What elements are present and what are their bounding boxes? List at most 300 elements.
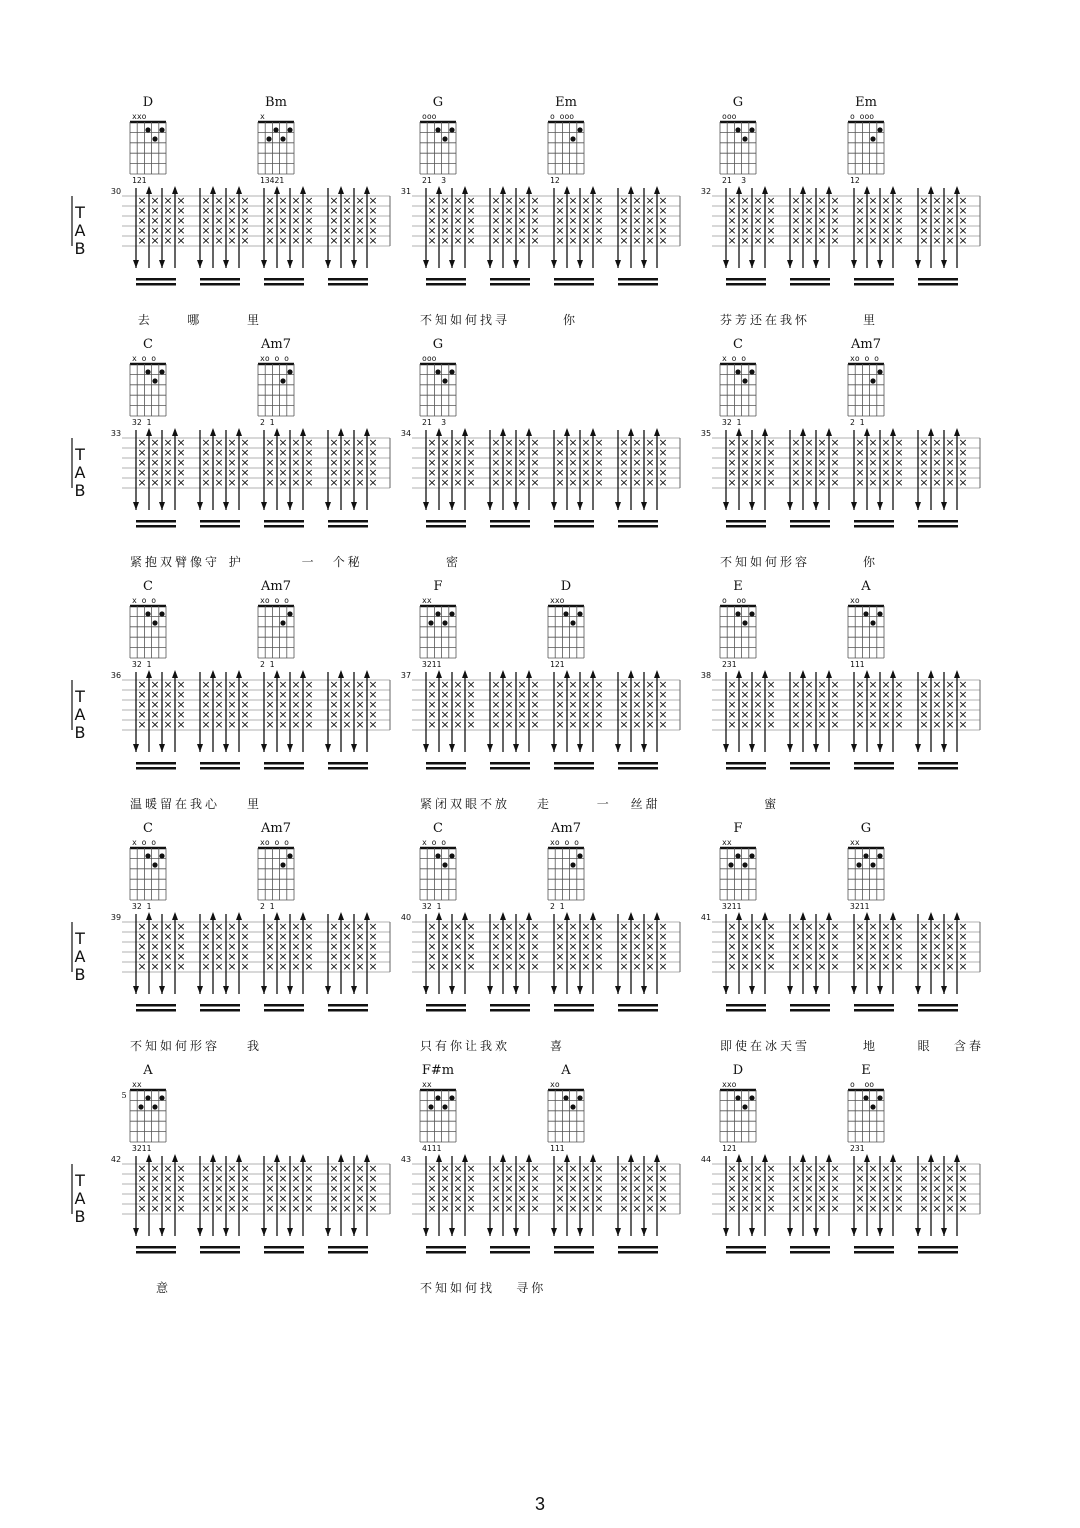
beam — [264, 1251, 304, 1254]
muted-strum-x: × — [227, 920, 237, 933]
muted-strum-x: × — [568, 224, 578, 237]
chord-name: Am7 — [261, 579, 291, 594]
muted-strum-x: × — [355, 1162, 365, 1175]
muted-strum-x: × — [632, 718, 642, 731]
muted-strum-x: × — [355, 204, 365, 217]
muted-strum-x: × — [919, 960, 929, 973]
muted-strum-x: × — [265, 446, 275, 459]
muted-strum-x: × — [278, 940, 288, 953]
muted-strum-x: × — [817, 960, 827, 973]
muted-strum-x: × — [830, 1202, 840, 1215]
muted-strum-x: × — [791, 698, 801, 711]
strum-down-arrow — [941, 502, 947, 510]
muted-strum-x: × — [291, 1202, 301, 1215]
chord-finger-dot — [280, 862, 285, 867]
muted-strum-x: × — [278, 1192, 288, 1205]
muted-strum-x: × — [355, 1172, 365, 1185]
beam — [426, 1246, 466, 1249]
strum-down-arrow — [851, 502, 857, 510]
muted-strum-x: × — [619, 698, 629, 711]
muted-strum-x: × — [150, 1172, 160, 1185]
chord-finger-dot — [877, 369, 882, 374]
muted-strum-x: × — [342, 1162, 352, 1175]
chord-open-mute-marks: xx — [850, 838, 860, 847]
muted-strum-x: × — [466, 456, 476, 469]
muted-strum-x: × — [727, 204, 737, 217]
beam — [854, 767, 894, 770]
muted-strum-x: × — [766, 194, 776, 207]
muted-strum-x: × — [427, 1202, 437, 1215]
muted-strum-x: × — [881, 1202, 891, 1215]
muted-strum-x: × — [137, 1172, 147, 1185]
muted-strum-x: × — [265, 1202, 275, 1215]
beam — [854, 283, 894, 286]
muted-strum-x: × — [368, 194, 378, 207]
muted-strum-x: × — [355, 1192, 365, 1205]
muted-strum-x: × — [804, 436, 814, 449]
muted-strum-x: × — [427, 940, 437, 953]
muted-strum-x: × — [868, 940, 878, 953]
muted-strum-x: × — [504, 446, 514, 459]
muted-strum-x: × — [291, 688, 301, 701]
strum-up-arrow — [826, 186, 832, 194]
strum-up-arrow — [236, 670, 242, 678]
muted-strum-x: × — [932, 1172, 942, 1185]
muted-strum-x: × — [594, 940, 604, 953]
muted-strum-x: × — [894, 224, 904, 237]
muted-strum-x: × — [830, 234, 840, 247]
muted-strum-x: × — [753, 708, 763, 721]
beam — [554, 1246, 594, 1249]
beam — [618, 520, 658, 523]
strum-up-arrow — [864, 186, 870, 194]
strum-down-arrow — [787, 1228, 793, 1236]
strum-down-arrow — [423, 986, 429, 994]
muted-strum-x: × — [881, 698, 891, 711]
strum-up-arrow — [338, 912, 344, 920]
measure-number: 37 — [400, 671, 412, 680]
muted-strum-x: × — [150, 1182, 160, 1195]
strum-up-arrow — [826, 912, 832, 920]
muted-strum-x: × — [504, 678, 514, 691]
muted-strum-x: × — [517, 214, 527, 227]
muted-strum-x: × — [894, 708, 904, 721]
muted-strum-x: × — [958, 466, 968, 479]
muted-strum-x: × — [766, 920, 776, 933]
muted-strum-x: × — [791, 466, 801, 479]
muted-strum-x: × — [201, 930, 211, 943]
muted-strum-x: × — [530, 456, 540, 469]
tab-clef-a: A — [74, 947, 86, 966]
muted-strum-x: × — [945, 678, 955, 691]
muted-strum-x: × — [568, 476, 578, 489]
muted-strum-x: × — [958, 950, 968, 963]
muted-strum-x: × — [830, 204, 840, 217]
muted-strum-x: × — [240, 1162, 250, 1175]
muted-strum-x: × — [817, 204, 827, 217]
muted-strum-x: × — [329, 1182, 339, 1195]
beam — [490, 767, 530, 770]
muted-strum-x: × — [945, 940, 955, 953]
muted-strum-x: × — [804, 718, 814, 731]
muted-strum-x: × — [201, 204, 211, 217]
muted-strum-x: × — [137, 214, 147, 227]
strum-down-arrow — [615, 1228, 621, 1236]
muted-strum-x: × — [517, 204, 527, 217]
strum-up-arrow — [890, 186, 896, 194]
chord-finger-dot — [570, 862, 575, 867]
muted-strum-x: × — [163, 930, 173, 943]
strum-up-arrow — [436, 670, 442, 678]
muted-strum-x: × — [932, 1202, 942, 1215]
muted-strum-x: × — [240, 234, 250, 247]
muted-strum-x: × — [342, 234, 352, 247]
muted-strum-x: × — [868, 678, 878, 691]
lyric-text: 喜 — [550, 1039, 566, 1053]
strum-down-arrow — [749, 502, 755, 510]
muted-strum-x: × — [658, 1162, 668, 1175]
measure-33 — [111, 337, 390, 569]
strum-up-arrow — [236, 186, 242, 194]
strum-up-arrow — [590, 1154, 596, 1162]
muted-strum-x: × — [727, 214, 737, 227]
muted-strum-x: × — [881, 950, 891, 963]
strum-up-arrow — [172, 670, 178, 678]
muted-strum-x: × — [804, 234, 814, 247]
muted-strum-x: × — [855, 1182, 865, 1195]
muted-strum-x: × — [740, 456, 750, 469]
muted-strum-x: × — [466, 698, 476, 711]
muted-strum-x: × — [817, 1172, 827, 1185]
muted-strum-x: × — [368, 960, 378, 973]
muted-strum-x: × — [176, 1172, 186, 1185]
muted-strum-x: × — [150, 1162, 160, 1175]
muted-strum-x: × — [304, 224, 314, 237]
muted-strum-x: × — [304, 194, 314, 207]
muted-strum-x: × — [919, 466, 929, 479]
chord-open-mute-marks: xo — [550, 1080, 560, 1089]
strum-up-arrow — [928, 428, 934, 436]
lyric-text: 你 — [563, 313, 579, 327]
muted-strum-x: × — [753, 1192, 763, 1205]
chord-diagram-a — [548, 1063, 584, 1153]
chord-fingering: 21 3 — [422, 418, 447, 427]
strum-up-arrow — [300, 670, 306, 678]
muted-strum-x: × — [342, 466, 352, 479]
muted-strum-x: × — [240, 1202, 250, 1215]
muted-strum-x: × — [227, 930, 237, 943]
muted-strum-x: × — [868, 920, 878, 933]
muted-strum-x: × — [291, 204, 301, 217]
muted-strum-x: × — [958, 1202, 968, 1215]
muted-strum-x: × — [530, 1162, 540, 1175]
muted-strum-x: × — [368, 1162, 378, 1175]
strum-down-arrow — [487, 260, 493, 268]
muted-strum-x: × — [932, 456, 942, 469]
muted-strum-x: × — [919, 224, 929, 237]
muted-strum-x: × — [291, 718, 301, 731]
lyric-text: 不知如何形容 — [130, 1039, 221, 1053]
muted-strum-x: × — [504, 1192, 514, 1205]
muted-strum-x: × — [645, 698, 655, 711]
chord-name: C — [433, 821, 443, 836]
muted-strum-x: × — [817, 194, 827, 207]
muted-strum-x: × — [594, 224, 604, 237]
chord-finger-dot — [742, 378, 747, 383]
strum-down-arrow — [877, 502, 883, 510]
muted-strum-x: × — [766, 456, 776, 469]
muted-strum-x: × — [504, 224, 514, 237]
muted-strum-x: × — [517, 466, 527, 479]
muted-strum-x: × — [932, 940, 942, 953]
muted-strum-x: × — [427, 194, 437, 207]
muted-strum-x: × — [632, 194, 642, 207]
beam — [136, 1246, 176, 1249]
muted-strum-x: × — [740, 1182, 750, 1195]
muted-strum-x: × — [491, 1202, 501, 1215]
muted-strum-x: × — [791, 214, 801, 227]
muted-strum-x: × — [830, 224, 840, 237]
muted-strum-x: × — [530, 234, 540, 247]
muted-strum-x: × — [594, 920, 604, 933]
muted-strum-x: × — [919, 1162, 929, 1175]
beam — [136, 1009, 176, 1012]
beam — [136, 278, 176, 281]
chord-name: G — [860, 821, 872, 836]
tab-clef-b: B — [74, 723, 86, 742]
muted-strum-x: × — [355, 224, 365, 237]
chord-finger-dot — [577, 1095, 582, 1100]
muted-strum-x: × — [881, 1182, 891, 1195]
muted-strum-x: × — [137, 1202, 147, 1215]
muted-strum-x: × — [830, 718, 840, 731]
measure-number: 34 — [400, 429, 412, 438]
beam — [554, 283, 594, 286]
muted-strum-x: × — [368, 678, 378, 691]
strum-up-arrow — [338, 1154, 344, 1162]
muted-strum-x: × — [137, 446, 147, 459]
muted-strum-x: × — [291, 940, 301, 953]
muted-strum-x: × — [830, 476, 840, 489]
muted-strum-x: × — [491, 678, 501, 691]
muted-strum-x: × — [645, 718, 655, 731]
muted-strum-x: × — [530, 678, 540, 691]
chord-fingering: 111 — [550, 1144, 565, 1153]
muted-strum-x: × — [555, 436, 565, 449]
muted-strum-x: × — [440, 1202, 450, 1215]
muted-strum-x: × — [278, 1162, 288, 1175]
muted-strum-x: × — [453, 678, 463, 691]
beam — [726, 1246, 766, 1249]
beam — [328, 525, 368, 528]
strum-down-arrow — [423, 502, 429, 510]
muted-strum-x: × — [227, 466, 237, 479]
chord-fingering: 4111 — [422, 1144, 442, 1153]
muted-strum-x: × — [530, 950, 540, 963]
muted-strum-x: × — [355, 708, 365, 721]
muted-strum-x: × — [137, 234, 147, 247]
muted-strum-x: × — [342, 1172, 352, 1185]
muted-strum-x: × — [368, 698, 378, 711]
chord-finger-dot — [145, 127, 150, 132]
chord-finger-dot — [570, 620, 575, 625]
measure-number: 31 — [400, 187, 412, 196]
muted-strum-x: × — [291, 960, 301, 973]
strum-down-arrow — [723, 502, 729, 510]
muted-strum-x: × — [163, 950, 173, 963]
muted-strum-x: × — [517, 930, 527, 943]
strum-up-arrow — [300, 1154, 306, 1162]
muted-strum-x: × — [894, 436, 904, 449]
beam — [726, 283, 766, 286]
muted-strum-x: × — [176, 940, 186, 953]
strum-up-arrow — [564, 1154, 570, 1162]
muted-strum-x: × — [740, 1202, 750, 1215]
muted-strum-x: × — [817, 920, 827, 933]
muted-strum-x: × — [645, 466, 655, 479]
muted-strum-x: × — [137, 1162, 147, 1175]
muted-strum-x: × — [453, 1192, 463, 1205]
strum-down-arrow — [851, 260, 857, 268]
lyric-text: 只有你让我欢 — [420, 1039, 511, 1053]
chord-diagram-g — [420, 337, 456, 427]
muted-strum-x: × — [868, 476, 878, 489]
chord-open-mute-marks: o oo — [722, 596, 747, 605]
muted-strum-x: × — [214, 688, 224, 701]
muted-strum-x: × — [619, 204, 629, 217]
muted-strum-x: × — [163, 960, 173, 973]
muted-strum-x: × — [581, 698, 591, 711]
beam — [490, 278, 530, 281]
chord-name: C — [733, 337, 743, 352]
muted-strum-x: × — [919, 456, 929, 469]
chord-diagram-a — [848, 579, 884, 669]
chord-finger-dot — [435, 853, 440, 858]
chord-finger-dot — [877, 127, 882, 132]
chord-finger-dot — [159, 611, 164, 616]
muted-strum-x: × — [491, 466, 501, 479]
strum-down-arrow — [261, 744, 267, 752]
muted-strum-x: × — [632, 456, 642, 469]
muted-strum-x: × — [504, 456, 514, 469]
muted-strum-x: × — [766, 214, 776, 227]
muted-strum-x: × — [619, 1162, 629, 1175]
muted-strum-x: × — [945, 1182, 955, 1195]
strum-down-arrow — [197, 1228, 203, 1236]
muted-strum-x: × — [278, 194, 288, 207]
muted-strum-x: × — [555, 456, 565, 469]
muted-strum-x: × — [150, 1192, 160, 1205]
strum-up-arrow — [146, 1154, 152, 1162]
chord-finger-dot — [280, 136, 285, 141]
beam — [918, 1004, 958, 1007]
strum-down-arrow — [351, 744, 357, 752]
muted-strum-x: × — [214, 678, 224, 691]
beam — [328, 1009, 368, 1012]
muted-strum-x: × — [137, 950, 147, 963]
strum-up-arrow — [954, 670, 960, 678]
muted-strum-x: × — [163, 1182, 173, 1195]
muted-strum-x: × — [766, 930, 776, 943]
beam — [726, 1251, 766, 1254]
muted-strum-x: × — [804, 940, 814, 953]
muted-strum-x: × — [727, 234, 737, 247]
muted-strum-x: × — [265, 940, 275, 953]
system-2 — [72, 337, 980, 569]
chord-finger-dot — [449, 1095, 454, 1100]
muted-strum-x: × — [227, 940, 237, 953]
chord-name: F#m — [421, 1063, 455, 1078]
muted-strum-x: × — [530, 718, 540, 731]
muted-strum-x: × — [945, 698, 955, 711]
muted-strum-x: × — [440, 940, 450, 953]
muted-strum-x: × — [491, 204, 501, 217]
muted-strum-x: × — [440, 446, 450, 459]
muted-strum-x: × — [894, 678, 904, 691]
muted-strum-x: × — [517, 678, 527, 691]
muted-strum-x: × — [304, 960, 314, 973]
beam — [490, 1251, 530, 1254]
muted-strum-x: × — [727, 920, 737, 933]
muted-strum-x: × — [453, 1182, 463, 1195]
chord-diagram-c — [130, 337, 166, 427]
muted-strum-x: × — [632, 1192, 642, 1205]
muted-strum-x: × — [453, 920, 463, 933]
muted-strum-x: × — [619, 960, 629, 973]
system-3 — [72, 579, 980, 811]
chord-finger-dot — [159, 369, 164, 374]
muted-strum-x: × — [368, 950, 378, 963]
strum-up-arrow — [928, 186, 934, 194]
muted-strum-x: × — [894, 204, 904, 217]
muted-strum-x: × — [201, 456, 211, 469]
strum-down-arrow — [813, 260, 819, 268]
muted-strum-x: × — [491, 688, 501, 701]
muted-strum-x: × — [214, 960, 224, 973]
muted-strum-x: × — [619, 940, 629, 953]
muted-strum-x: × — [894, 1202, 904, 1215]
chord-finger-dot — [266, 136, 271, 141]
muted-strum-x: × — [727, 1172, 737, 1185]
beam — [264, 525, 304, 528]
chord-open-mute-marks: o oo — [850, 1080, 875, 1089]
strum-down-arrow — [551, 986, 557, 994]
muted-strum-x: × — [658, 234, 668, 247]
beam — [790, 767, 830, 770]
strum-up-arrow — [800, 1154, 806, 1162]
muted-strum-x: × — [555, 698, 565, 711]
muted-strum-x: × — [555, 688, 565, 701]
muted-strum-x: × — [504, 234, 514, 247]
muted-strum-x: × — [453, 456, 463, 469]
muted-strum-x: × — [491, 708, 501, 721]
muted-strum-x: × — [958, 920, 968, 933]
muted-strum-x: × — [919, 1182, 929, 1195]
muted-strum-x: × — [214, 1202, 224, 1215]
muted-strum-x: × — [530, 204, 540, 217]
muted-strum-x: × — [291, 194, 301, 207]
lyric-text: 紧抱双臂像守 — [130, 555, 221, 569]
lyric-text: 走 — [537, 797, 553, 811]
muted-strum-x: × — [427, 1182, 437, 1195]
beam — [854, 1009, 894, 1012]
strum-down-arrow — [261, 502, 267, 510]
beam — [790, 1246, 830, 1249]
muted-strum-x: × — [278, 950, 288, 963]
lyric-text: 丝甜 — [630, 797, 661, 811]
strum-up-arrow — [762, 186, 768, 194]
muted-strum-x: × — [855, 698, 865, 711]
